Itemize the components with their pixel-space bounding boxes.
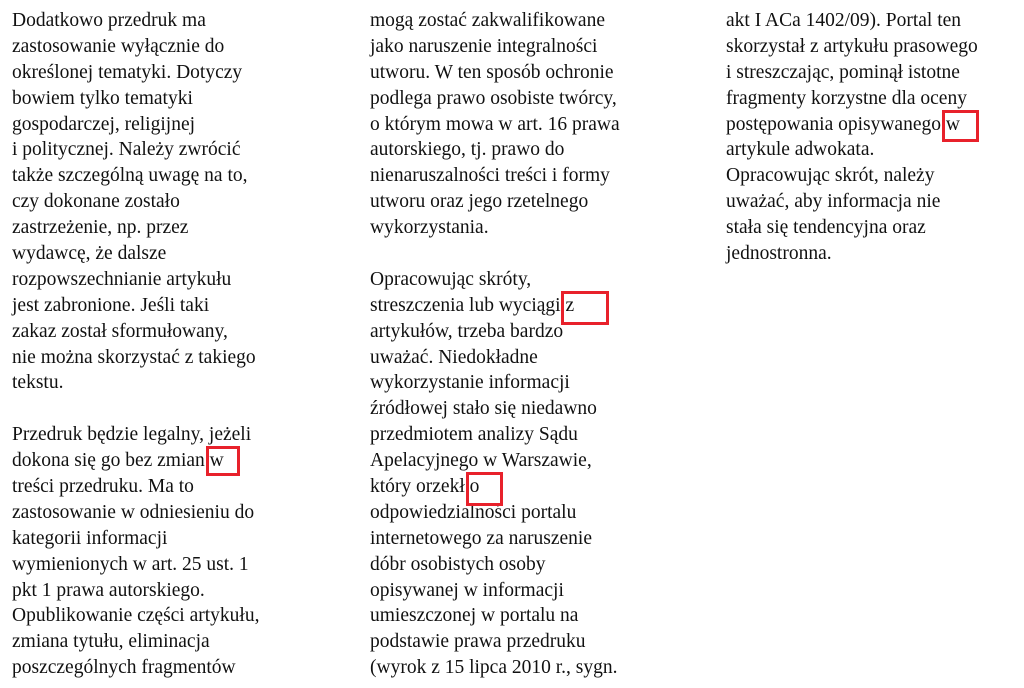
text-column-3: [726, 8, 1024, 267]
paragraph-gap: [12, 396, 342, 422]
text-line: artykułów, trzeba bardzo: [370, 320, 564, 342]
text-line: poszczególnych fragmentów: [12, 657, 236, 679]
text-line: kategorii informacji: [12, 527, 168, 549]
highlighted-letter: w: [209, 450, 224, 472]
text-line: określonej tematyki. Dotyczy: [12, 61, 243, 83]
text-line-with-highlight: [370, 474, 700, 500]
text-line: zakaz został sformułowany,: [12, 320, 228, 342]
text-line: zastrzeżenie, np. przez: [12, 217, 189, 239]
text-line: i streszczając, pominął istotne: [726, 61, 960, 83]
text-line: odpowiedzialności portalu: [370, 501, 577, 523]
text-column-1: [12, 8, 342, 681]
text-line: Opublikowanie części artykułu,: [12, 605, 260, 627]
text-line: tekstu.: [12, 372, 64, 394]
text-line: nienaruszalności treści i formy: [370, 165, 610, 187]
text-line: podlega prawo osobiste twórcy,: [370, 87, 617, 109]
text-line: nie można skorzystać z takiego: [12, 346, 256, 368]
text-line: umieszczonej w portalu na: [370, 605, 579, 627]
text-line: wykorzystania.: [370, 217, 489, 239]
highlighted-word: [565, 293, 574, 319]
highlighted-letter: z: [565, 294, 575, 316]
text-fragment: postępowania opisywanego: [726, 113, 941, 135]
text-line: wydawcę, że dalsze: [12, 243, 167, 265]
text-line: o którym mowa w art. 16 prawa: [370, 113, 620, 135]
text-line: jako naruszenie integralności: [370, 35, 598, 57]
text-fragment: streszczenia lub wyciągi: [370, 294, 561, 316]
text-fragment: dokona się go bez zmian: [12, 450, 205, 472]
highlighted-letter: w: [945, 113, 960, 135]
text-line: opisywanej w informacji: [370, 579, 564, 601]
text-line: Apelacyjnego w Warszawie,: [370, 450, 592, 472]
text-line: także szczególną uwagę na to,: [12, 165, 248, 187]
text-line: jest zabronione. Jeśli taki: [12, 294, 210, 316]
text-fragment: który orzekł: [370, 476, 465, 498]
text-line: Opracowując skrót, należy: [726, 165, 935, 187]
text-line: jednostronna.: [726, 243, 832, 265]
text-line: uważać. Niedokładne: [370, 346, 538, 368]
text-line: utworu. W ten sposób ochronie: [370, 61, 614, 83]
text-line: utworu oraz jego rzetelnego: [370, 191, 589, 213]
text-line: treści przedruku. Ma to: [12, 476, 194, 498]
paragraph-gap: [370, 241, 700, 267]
text-line-with-highlight: [12, 448, 342, 474]
text-line: gospodarczej, religijnej: [12, 113, 196, 135]
text-line: i politycznej. Należy zwrócić: [12, 139, 241, 161]
text-line: fragmenty korzystne dla oceny: [726, 87, 967, 109]
text-line: źródłowej stało się niedawno: [370, 398, 597, 420]
text-line: artykule adwokata.: [726, 139, 875, 161]
text-line: stała się tendencyjna oraz: [726, 217, 926, 239]
text-line: czy dokonane zostało: [12, 191, 180, 213]
text-line: zastosowanie wyłącznie do: [12, 35, 225, 57]
text-line: skorzystał z artykułu prasowego: [726, 35, 978, 57]
text-line-with-highlight: [726, 112, 1024, 138]
text-line: pkt 1 prawa autorskiego.: [12, 579, 205, 601]
text-line: uważać, aby informacja nie: [726, 191, 941, 213]
text-line: mogą zostać zakwalifikowane: [370, 10, 605, 31]
text-line: przedmiotem analizy Sądu: [370, 424, 578, 446]
highlighted-word: [470, 474, 480, 500]
text-line: rozpowszechnianie artykułu: [12, 268, 232, 290]
text-line: wymienionych w art. 25 ust. 1: [12, 553, 249, 575]
text-line: internetowego za naruszenie: [370, 527, 592, 549]
text-line: (wyrok z 15 lipca 2010 r., sygn.: [370, 657, 618, 679]
text-line: dóbr osobistych osoby: [370, 553, 546, 575]
text-line: wykorzystanie informacji: [370, 372, 570, 394]
highlighted-word: [210, 448, 224, 474]
text-line: zmiana tytułu, eliminacja: [12, 631, 210, 653]
text-line: Opracowując skróty,: [370, 268, 532, 290]
text-line: autorskiego, tj. prawo do: [370, 139, 565, 161]
text-line: Dodatkowo przedruk ma: [12, 10, 206, 31]
highlighted-word: [946, 112, 960, 138]
text-line: bowiem tylko tematyki: [12, 87, 193, 109]
text-line: Przedruk będzie legalny, jeżeli: [12, 424, 252, 446]
text-line-with-highlight: [370, 293, 700, 319]
text-line: zastosowanie w odniesieniu do: [12, 501, 255, 523]
highlighted-letter: o: [469, 476, 480, 498]
text-column-2: [370, 8, 700, 681]
text-line: podstawie prawa przedruku: [370, 631, 586, 653]
text-line: akt I ACa 1402/09). Portal ten: [726, 10, 962, 31]
